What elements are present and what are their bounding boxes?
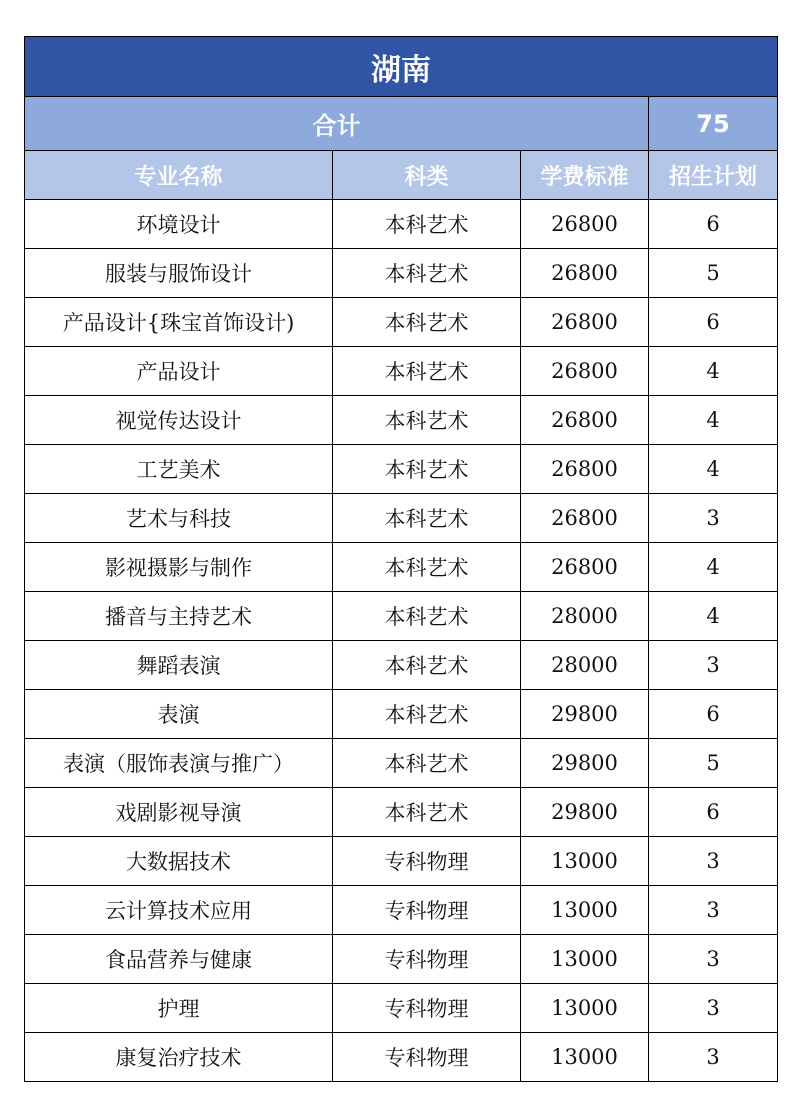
plan-cell: 6 [649,200,778,249]
category-cell: 本科艺术 [333,543,521,592]
table-row [25,494,778,543]
table-row [25,543,778,592]
plan-cell: 3 [649,935,778,984]
tuition-cell: 29800 [521,690,649,739]
major-cell: 播音与主持艺术 [25,592,333,641]
plan-cell: 4 [649,543,778,592]
category-cell: 专科物理 [333,837,521,886]
category-cell: 本科艺术 [333,347,521,396]
category-cell: 本科艺术 [333,249,521,298]
major-cell: 康复治疗技术 [25,1033,333,1082]
category-cell: 本科艺术 [333,396,521,445]
table-row [25,445,778,494]
column-header-category: 科类 [333,151,521,200]
major-cell: 食品营养与健康 [25,935,333,984]
table-row [25,200,778,249]
table-row [25,249,778,298]
category-cell: 本科艺术 [333,494,521,543]
plan-cell: 5 [649,249,778,298]
category-cell: 专科物理 [333,935,521,984]
table-row [25,1033,778,1082]
major-cell: 云计算技术应用 [25,886,333,935]
major-cell: 产品设计{珠宝首饰设计) [25,298,333,347]
table-row [25,935,778,984]
enrollment-table [24,36,778,1082]
tuition-cell: 26800 [521,298,649,347]
major-cell: 舞蹈表演 [25,641,333,690]
total-label: 合计 [25,97,649,151]
table-row [25,788,778,837]
major-cell: 戏剧影视导演 [25,788,333,837]
major-cell: 表演（服饰表演与推广） [25,739,333,788]
category-cell: 本科艺术 [333,788,521,837]
major-cell: 表演 [25,690,333,739]
major-cell: 视觉传达设计 [25,396,333,445]
tuition-cell: 26800 [521,249,649,298]
table-row [25,592,778,641]
major-cell: 影视摄影与制作 [25,543,333,592]
tuition-cell: 13000 [521,886,649,935]
plan-cell: 3 [649,494,778,543]
category-cell: 专科物理 [333,984,521,1033]
category-cell: 专科物理 [333,886,521,935]
category-cell: 本科艺术 [333,445,521,494]
category-cell: 本科艺术 [333,641,521,690]
category-cell: 本科艺术 [333,739,521,788]
header-row [25,151,778,200]
category-cell: 本科艺术 [333,690,521,739]
table-row [25,690,778,739]
tuition-cell: 26800 [521,445,649,494]
plan-cell: 4 [649,445,778,494]
table-row [25,739,778,788]
plan-cell: 3 [649,886,778,935]
tuition-cell: 13000 [521,984,649,1033]
tuition-cell: 26800 [521,396,649,445]
category-cell: 本科艺术 [333,200,521,249]
major-cell: 大数据技术 [25,837,333,886]
plan-cell: 4 [649,592,778,641]
table-row [25,886,778,935]
major-cell: 艺术与科技 [25,494,333,543]
plan-cell: 3 [649,837,778,886]
table-row [25,396,778,445]
tuition-cell: 26800 [521,347,649,396]
column-header-plan: 招生计划 [649,151,778,200]
tuition-cell: 28000 [521,592,649,641]
major-cell: 产品设计 [25,347,333,396]
title-row [25,37,778,97]
major-cell: 护理 [25,984,333,1033]
plan-cell: 5 [649,739,778,788]
plan-cell: 4 [649,396,778,445]
tuition-cell: 26800 [521,543,649,592]
major-cell: 服装与服饰设计 [25,249,333,298]
category-cell: 本科艺术 [333,592,521,641]
tuition-cell: 26800 [521,200,649,249]
table-row [25,837,778,886]
category-cell: 专科物理 [333,1033,521,1082]
tuition-cell: 13000 [521,935,649,984]
tuition-cell: 28000 [521,641,649,690]
plan-cell: 3 [649,984,778,1033]
table-row [25,298,778,347]
plan-cell: 3 [649,641,778,690]
tuition-cell: 26800 [521,494,649,543]
column-header-major: 专业名称 [25,151,333,200]
plan-cell: 6 [649,690,778,739]
plan-cell: 3 [649,1033,778,1082]
total-row [25,97,778,151]
tuition-cell: 29800 [521,739,649,788]
column-header-tuition: 学费标准 [521,151,649,200]
major-cell: 环境设计 [25,200,333,249]
plan-cell: 6 [649,298,778,347]
table-title: 湖南 [25,37,778,97]
table-row [25,984,778,1033]
table-row [25,641,778,690]
category-cell: 本科艺术 [333,298,521,347]
tuition-cell: 13000 [521,1033,649,1082]
tuition-cell: 13000 [521,837,649,886]
plan-cell: 4 [649,347,778,396]
table-row [25,347,778,396]
major-cell: 工艺美术 [25,445,333,494]
tuition-cell: 29800 [521,788,649,837]
total-value: 75 [649,97,778,151]
plan-cell: 6 [649,788,778,837]
